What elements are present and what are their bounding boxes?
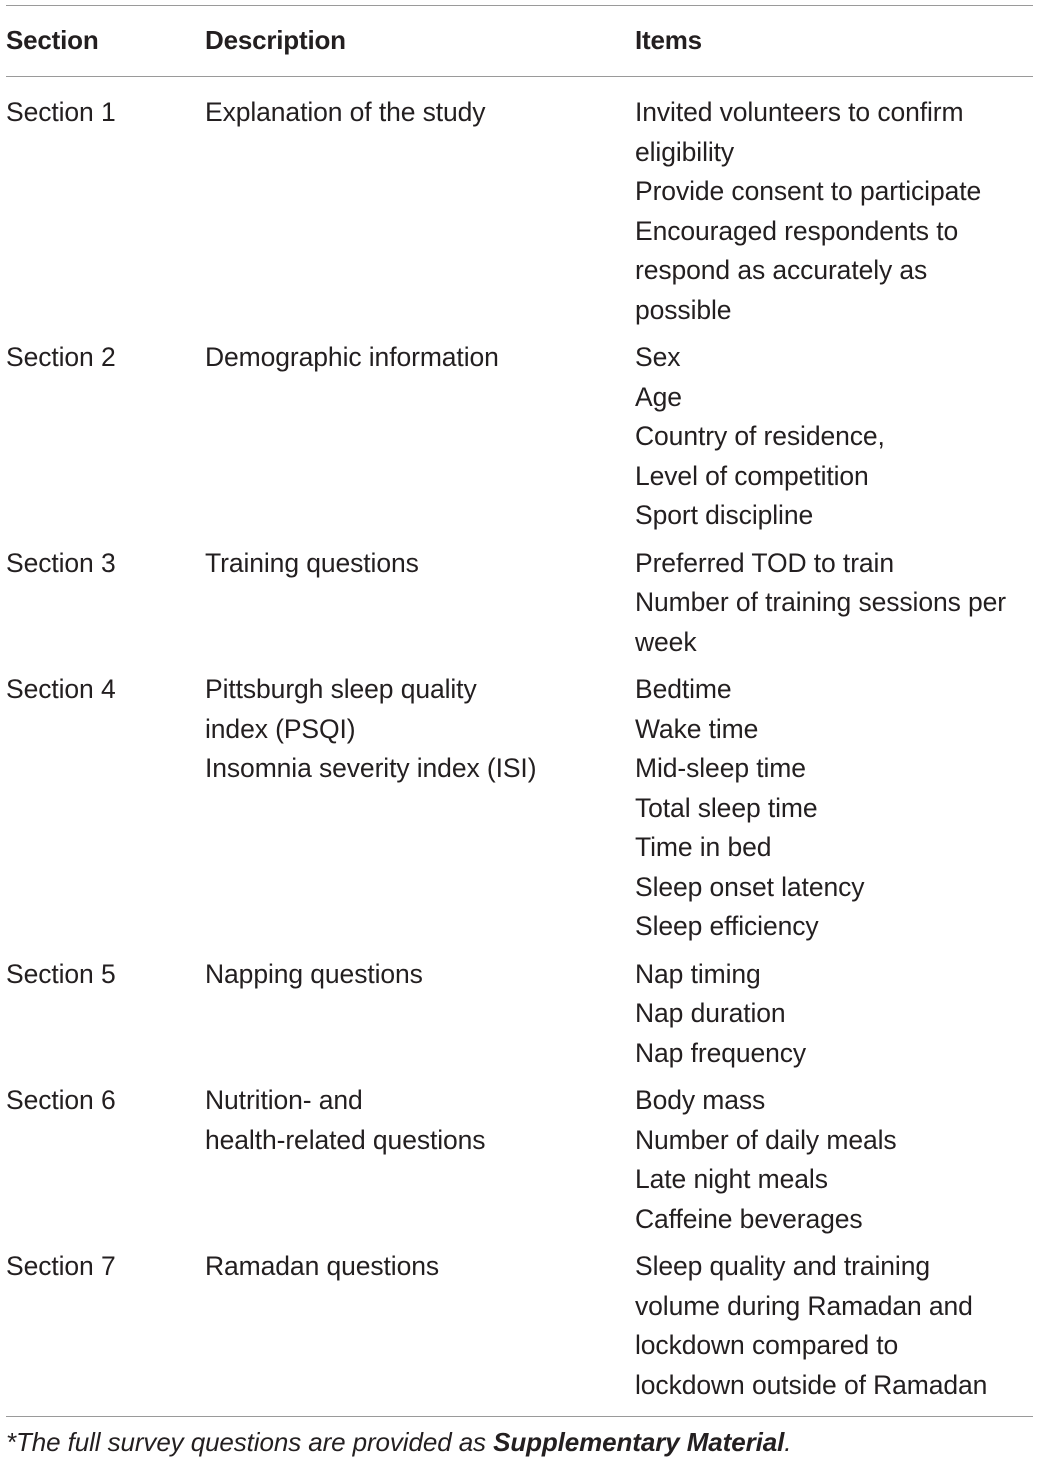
description-cell <box>205 1081 635 1247</box>
table-row <box>6 80 1037 338</box>
column-header-section: Section <box>6 24 99 55</box>
description-cell <box>205 338 635 544</box>
items-cell <box>635 670 1037 955</box>
section-cell: Section 4 <box>6 674 116 704</box>
survey-sections-table <box>6 0 1037 1413</box>
description-line: health-related questions <box>205 1124 486 1155</box>
table-bottom-rule <box>6 1416 1033 1417</box>
section-cell: Section 1 <box>6 97 116 127</box>
table-body <box>6 80 1037 1413</box>
item-line: Age <box>635 381 682 412</box>
item-line: Time in bed <box>635 832 772 862</box>
table-row <box>6 1247 1037 1413</box>
item-line: Preferred TOD to train <box>635 547 894 578</box>
item-line: Nap duration <box>635 998 786 1028</box>
section-cell: Section 2 <box>6 342 116 372</box>
description-line: Ramadan questions <box>205 1251 440 1281</box>
item-line: week <box>635 626 697 657</box>
item-line: Sex <box>635 342 681 372</box>
description-line: Explanation of the study <box>205 97 486 127</box>
footnote-text: *The full survey questions are provided as <box>6 1427 494 1457</box>
item-line: Sleep quality and training <box>635 1251 930 1281</box>
item-line: Invited volunteers to confirm <box>635 97 964 127</box>
table-footnote <box>6 1427 791 1458</box>
description-cell <box>205 544 635 671</box>
footnote-end: . <box>784 1427 792 1457</box>
table-row <box>6 955 1037 1082</box>
table-row <box>6 338 1037 544</box>
item-line: Level of competition <box>635 460 869 491</box>
item-line: volume during Ramadan and <box>635 1290 973 1321</box>
section-cell: Section 7 <box>6 1251 116 1281</box>
item-line: Mid-sleep time <box>635 753 806 783</box>
items-cell <box>635 1247 1037 1413</box>
section-cell: Section 6 <box>6 1085 116 1115</box>
section-cell: Section 3 <box>6 547 116 578</box>
description-cell <box>205 955 635 1082</box>
description-cell <box>205 1247 635 1413</box>
item-line: Body mass <box>635 1085 766 1115</box>
item-line: Encouraged respondents to <box>635 215 959 246</box>
item-line: Total sleep time <box>635 792 818 823</box>
items-cell <box>635 80 1037 338</box>
item-line: Sport discipline <box>635 500 814 530</box>
table-row <box>6 670 1037 955</box>
description-cell <box>205 670 635 955</box>
description-line: Insomnia severity index (ISI) <box>205 753 537 783</box>
footnote-emphasis: Supplementary Material <box>493 1427 785 1457</box>
item-line: Wake time <box>635 713 759 744</box>
item-line: Provide consent to participate <box>635 176 982 206</box>
items-cell <box>635 338 1037 544</box>
section-cell: Section 5 <box>6 958 116 989</box>
item-line: Number of daily meals <box>635 1124 897 1155</box>
item-line: lockdown compared to <box>635 1330 899 1360</box>
header-row <box>6 0 1037 80</box>
column-header-items: Items <box>635 24 702 55</box>
item-line: eligibility <box>635 136 735 167</box>
description-line: index (PSQI) <box>205 713 356 744</box>
item-line: lockdown outside of Ramadan <box>635 1369 988 1400</box>
item-line: Late night meals <box>635 1164 828 1194</box>
table-header <box>6 0 1037 80</box>
table-row <box>6 544 1037 671</box>
items-cell <box>635 1081 1037 1247</box>
description-line: Pittsburgh sleep quality <box>205 674 477 704</box>
description-line: Demographic information <box>205 342 499 372</box>
item-line: Country of residence, <box>635 421 885 451</box>
description-line: Napping questions <box>205 958 423 989</box>
item-line: Sleep efficiency <box>635 911 819 941</box>
item-line: Bedtime <box>635 674 732 704</box>
item-line: respond as accurately as <box>635 255 928 285</box>
description-cell <box>205 80 635 338</box>
column-header-description: Description <box>205 24 346 55</box>
items-cell <box>635 544 1037 671</box>
items-cell <box>635 955 1037 1082</box>
item-line: Caffeine beverages <box>635 1203 863 1234</box>
description-line: Training questions <box>205 547 419 578</box>
item-line: Nap frequency <box>635 1037 807 1068</box>
item-line: Sleep onset latency <box>635 871 865 902</box>
table-row <box>6 1081 1037 1247</box>
item-line: Nap timing <box>635 958 761 989</box>
item-line: possible <box>635 294 732 325</box>
description-line: Nutrition- and <box>205 1085 363 1115</box>
item-line: Number of training sessions per <box>635 587 1007 617</box>
